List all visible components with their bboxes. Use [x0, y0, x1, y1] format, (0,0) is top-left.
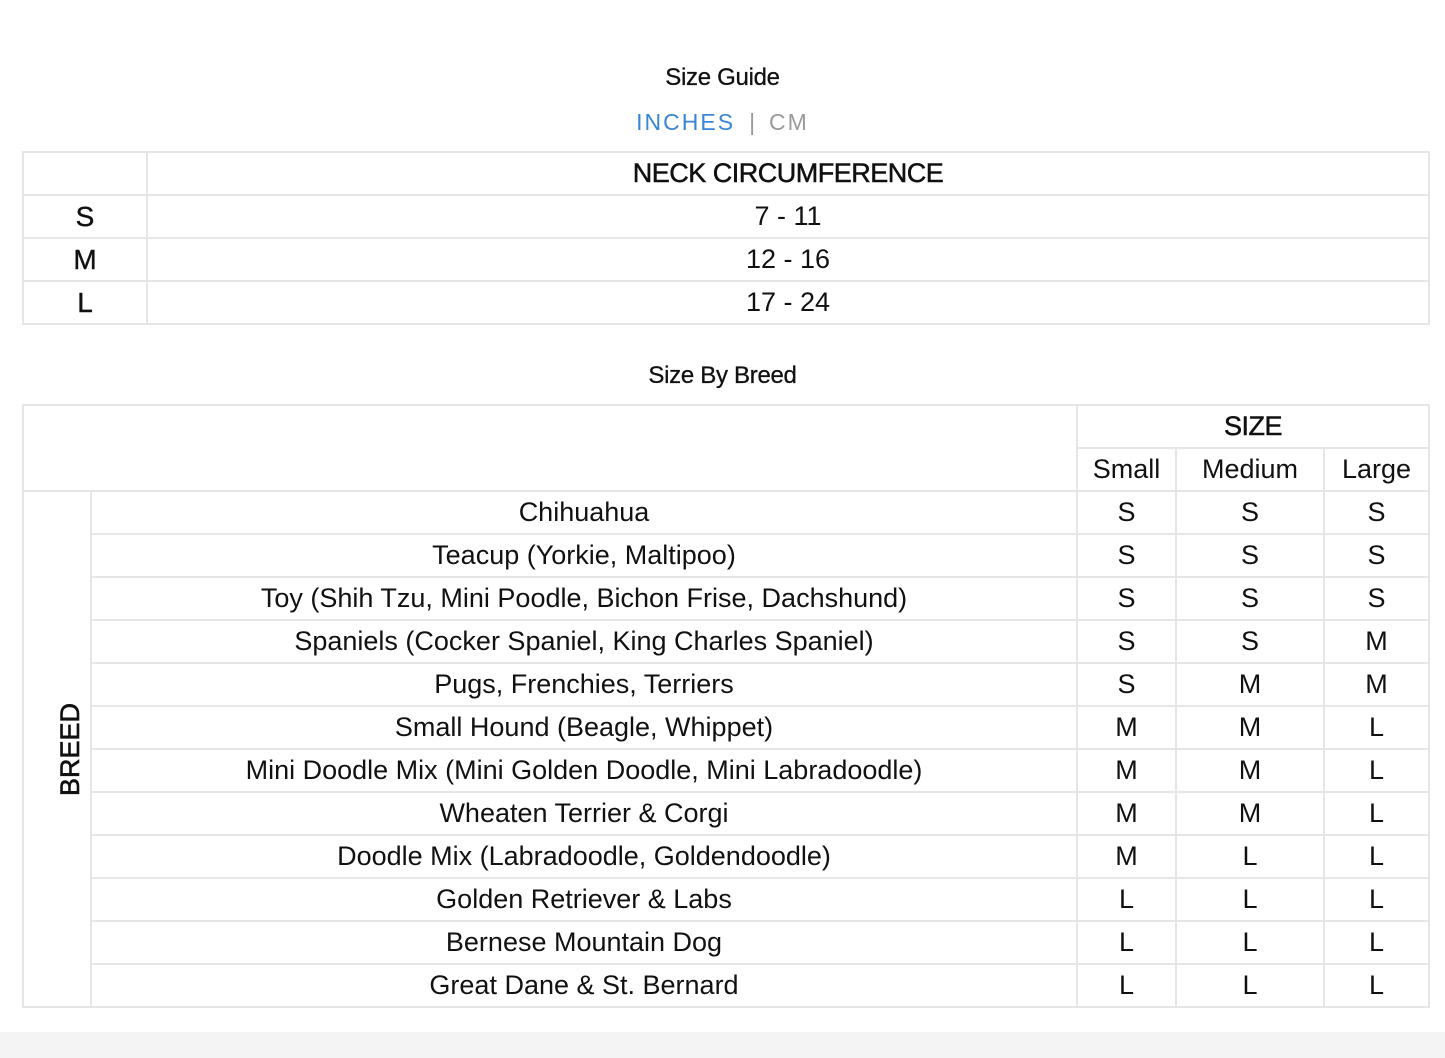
- breed-name-cell: Mini Doodle Mix (Mini Golden Doodle, Mini Labradoodle): [91, 749, 1077, 792]
- breed-size-large-cell: L: [1324, 835, 1429, 878]
- unit-separator: |: [749, 109, 756, 136]
- breed-row: [23, 491, 1429, 534]
- size-label-cell: M: [23, 238, 147, 281]
- breed-size-large-cell: S: [1324, 534, 1429, 577]
- breed-row: [23, 878, 1429, 921]
- breed-row: [23, 620, 1429, 663]
- neck-range-cell: 7 - 11: [147, 195, 1429, 238]
- breed-size-medium-cell: S: [1176, 620, 1324, 663]
- breed-size-small-cell: S: [1077, 577, 1176, 620]
- breed-size-medium-cell: M: [1176, 792, 1324, 835]
- breed-size-medium-cell: L: [1176, 878, 1324, 921]
- breed-size-small-cell: S: [1077, 663, 1176, 706]
- breed-size-large-cell: M: [1324, 663, 1429, 706]
- breed-name-cell: Teacup (Yorkie, Maltipoo): [91, 534, 1077, 577]
- breed-size-small-cell: M: [1077, 749, 1176, 792]
- breed-name-cell: Bernese Mountain Dog: [91, 921, 1077, 964]
- size-by-breed-table: [22, 404, 1430, 1008]
- size-guide-header-row: [23, 152, 1429, 195]
- neck-circumference-header: NECK CIRCUMFERENCE: [147, 152, 1429, 195]
- breed-row: [23, 835, 1429, 878]
- cm-unit-tab[interactable]: CM: [769, 109, 809, 136]
- breed-size-medium-cell: L: [1176, 835, 1324, 878]
- breed-size-small-cell: M: [1077, 835, 1176, 878]
- breed-name-cell: Toy (Shih Tzu, Mini Poodle, Bichon Frise, Dachshund): [91, 577, 1077, 620]
- breed-corner-cell: [23, 405, 1077, 491]
- breed-size-small-cell: L: [1077, 878, 1176, 921]
- neck-range-cell: 17 - 24: [147, 281, 1429, 324]
- breed-side-cell: [23, 491, 91, 1007]
- bottom-strip: [0, 1032, 1445, 1058]
- breed-size-medium-cell: L: [1176, 921, 1324, 964]
- breed-size-large-cell: M: [1324, 620, 1429, 663]
- breed-size-small-cell: L: [1077, 921, 1176, 964]
- breed-size-medium-cell: L: [1176, 964, 1324, 1007]
- size-guide-row: [23, 281, 1429, 324]
- size-label-cell: L: [23, 281, 147, 324]
- breed-size-small-cell: M: [1077, 706, 1176, 749]
- breed-size-large-cell: L: [1324, 792, 1429, 835]
- breed-size-large-cell: L: [1324, 964, 1429, 1007]
- column-header-large: Large: [1324, 448, 1429, 491]
- breed-size-medium-cell: M: [1176, 706, 1324, 749]
- breed-size-large-cell: L: [1324, 706, 1429, 749]
- breed-size-small-cell: S: [1077, 620, 1176, 663]
- breed-size-small-cell: L: [1077, 964, 1176, 1007]
- size-guide-title: Size Guide: [665, 64, 780, 91]
- breed-size-large-cell: L: [1324, 921, 1429, 964]
- breed-row: [23, 577, 1429, 620]
- breed-size-large-cell: L: [1324, 749, 1429, 792]
- breed-row: [23, 749, 1429, 792]
- breed-size-large-cell: L: [1324, 878, 1429, 921]
- size-group-header: SIZE: [1077, 405, 1429, 448]
- neck-range-cell: 12 - 16: [147, 238, 1429, 281]
- breed-size-small-cell: S: [1077, 534, 1176, 577]
- breed-size-large-cell: S: [1324, 491, 1429, 534]
- breed-size-medium-cell: S: [1176, 534, 1324, 577]
- size-guide-corner-cell: [23, 152, 147, 195]
- breed-row: [23, 964, 1429, 1007]
- breed-name-cell: Small Hound (Beagle, Whippet): [91, 706, 1077, 749]
- column-header-small: Small: [1077, 448, 1176, 491]
- breed-name-cell: Spaniels (Cocker Spaniel, King Charles Spaniel): [91, 620, 1077, 663]
- breed-row: [23, 534, 1429, 577]
- breed-row: [23, 921, 1429, 964]
- breed-size-medium-cell: S: [1176, 577, 1324, 620]
- breed-name-cell: Golden Retriever & Labs: [91, 878, 1077, 921]
- breed-name-cell: Great Dane & St. Bernard: [91, 964, 1077, 1007]
- breed-name-cell: Pugs, Frenchies, Terriers: [91, 663, 1077, 706]
- breed-size-medium-cell: M: [1176, 663, 1324, 706]
- breed-size-medium-cell: S: [1176, 491, 1324, 534]
- breed-size-large-cell: S: [1324, 577, 1429, 620]
- breed-name-cell: Wheaten Terrier & Corgi: [91, 792, 1077, 835]
- size-guide-table: [22, 151, 1430, 325]
- inches-unit-tab[interactable]: INCHES: [636, 109, 736, 136]
- breed-name-cell: Chihuahua: [91, 491, 1077, 534]
- size-guide-row: [23, 238, 1429, 281]
- breed-size-medium-cell: M: [1176, 749, 1324, 792]
- breed-size-small-cell: S: [1077, 491, 1176, 534]
- column-header-medium: Medium: [1176, 448, 1324, 491]
- breed-group-header-row: [23, 405, 1429, 448]
- breed-row: [23, 792, 1429, 835]
- breed-size-small-cell: M: [1077, 792, 1176, 835]
- breed-row: [23, 706, 1429, 749]
- unit-toggle: [0, 108, 1445, 136]
- breed-side-label: BREED: [55, 702, 86, 796]
- size-guide-row: [23, 195, 1429, 238]
- size-label-cell: S: [23, 195, 147, 238]
- breed-row: [23, 663, 1429, 706]
- size-by-breed-title: Size By Breed: [648, 362, 797, 389]
- breed-name-cell: Doodle Mix (Labradoodle, Goldendoodle): [91, 835, 1077, 878]
